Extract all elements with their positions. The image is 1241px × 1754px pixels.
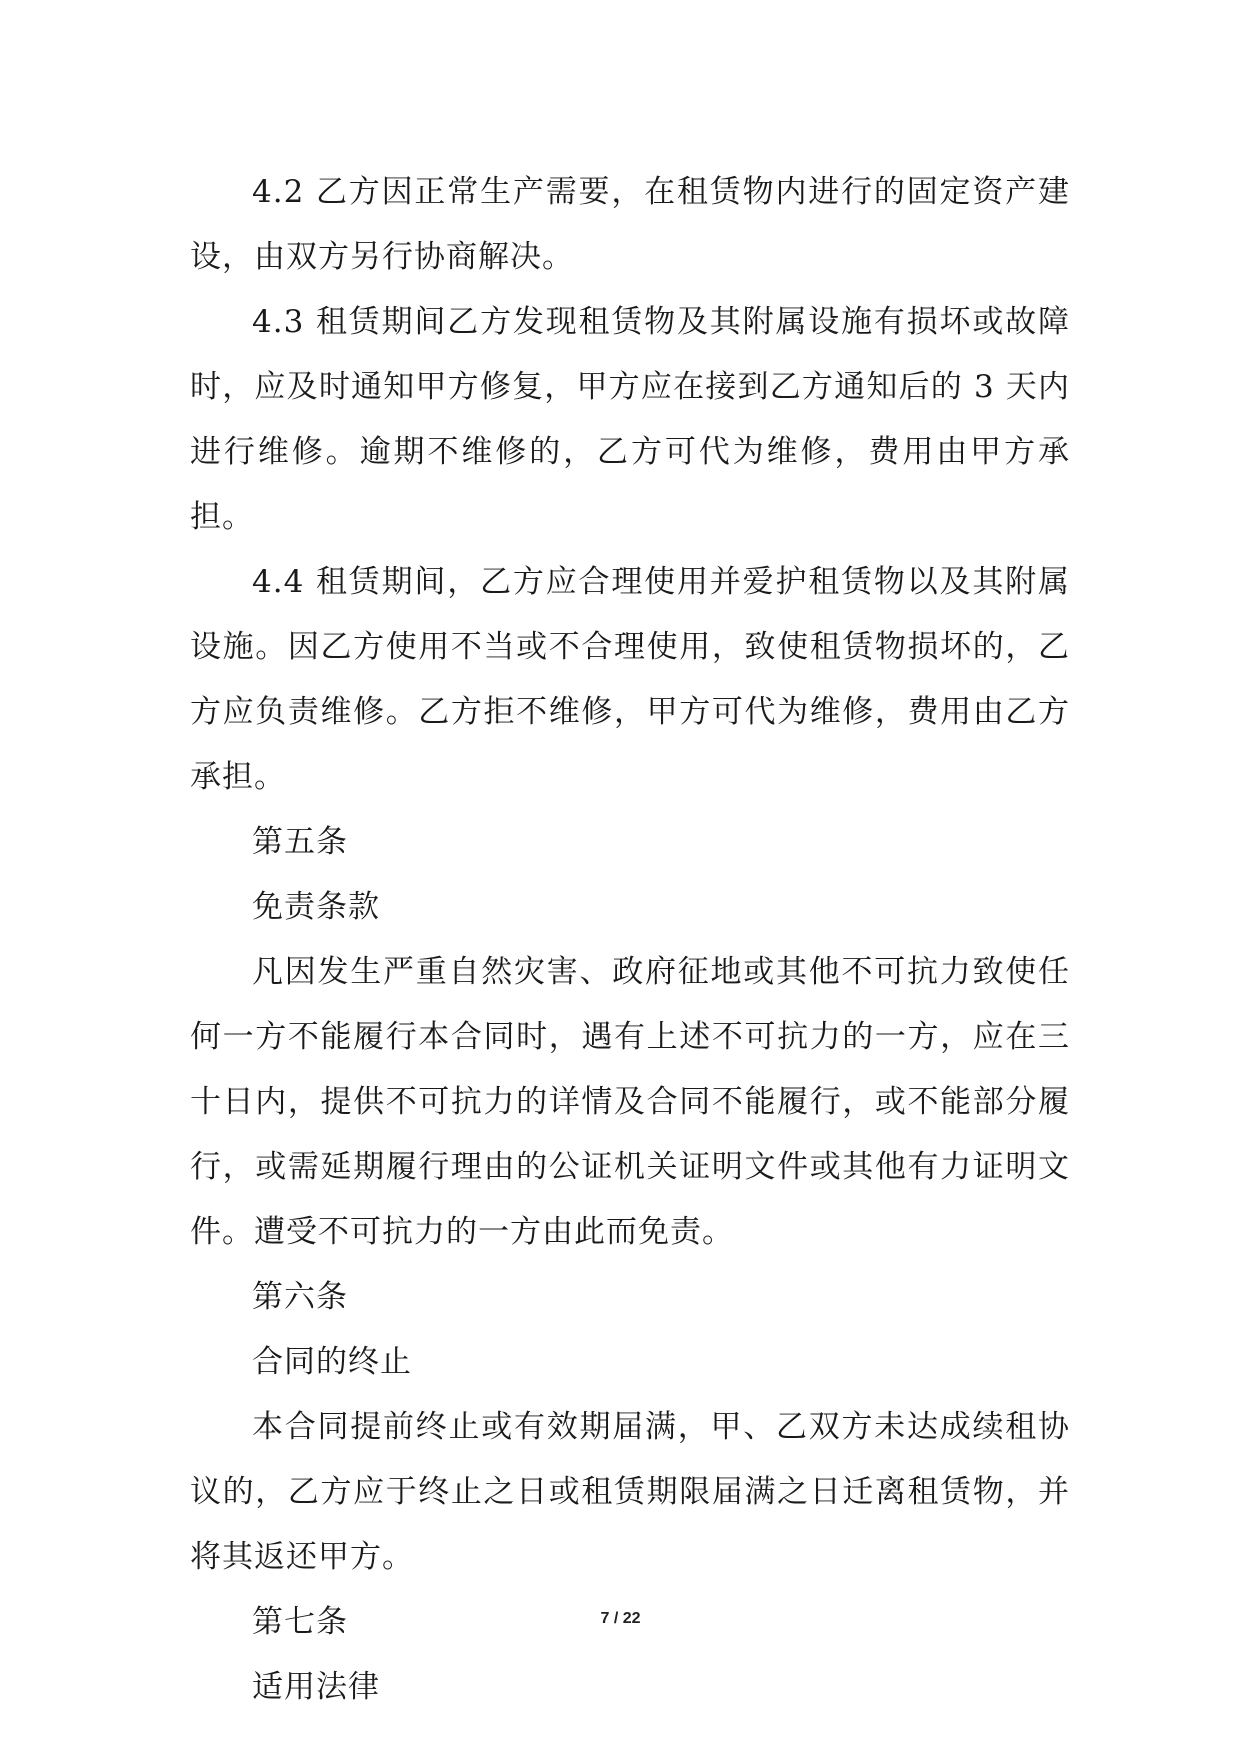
clause-4-2: 4.2 乙方因正常生产需要，在租赁物内进行的固定资产建设，由双方另行协商解决。 (190, 174, 1070, 275)
article-5-body: 凡因发生严重自然灾害、政府征地或其他不可抗力致使任何一方不能履行本合同时，遇有上述不可抗力的一方，应在三十日内，提供不可抗力的详情及合同不能履行，或不能部分履行，或需延期履行理由的公证机关证明文件或其他有力证明文件。遭受不可抗力的一方由此而免责。 (190, 954, 1070, 1250)
article-5-title: 免责条款 (252, 889, 380, 925)
article-5-heading: 第五条 (252, 824, 348, 860)
article-7-title: 适用法律 (252, 1669, 380, 1705)
clause-4-4: 4.4 租赁期间，乙方应合理使用并爱护租赁物以及其附属设施。因乙方使用不当或不合理使用，致使租赁物损坏的，乙方应负责维修。乙方拒不维修，甲方可代为维修，费用由乙方承担。 (190, 564, 1070, 795)
article-6-body: 本合同提前终止或有效期届满，甲、乙双方未达成续租协议的，乙方应于终止之日或租赁期限届满之日迁离租赁物，并将其返还甲方。 (190, 1409, 1070, 1575)
article-7-heading: 第七条 (252, 1604, 348, 1640)
clause-4-3: 4.3 租赁期间乙方发现租赁物及其附属设施有损坏或故障时，应及时通知甲方修复，甲方应在接到乙方通知后的 3 天内进行维修。逾期不维修的，乙方可代为维修，费用由甲方承担。 (190, 304, 1070, 535)
article-6-heading: 第六条 (252, 1279, 348, 1315)
document-body (190, 160, 1070, 1720)
page-number: 7 / 22 (600, 1610, 641, 1627)
article-6-title: 合同的终止 (252, 1344, 412, 1380)
